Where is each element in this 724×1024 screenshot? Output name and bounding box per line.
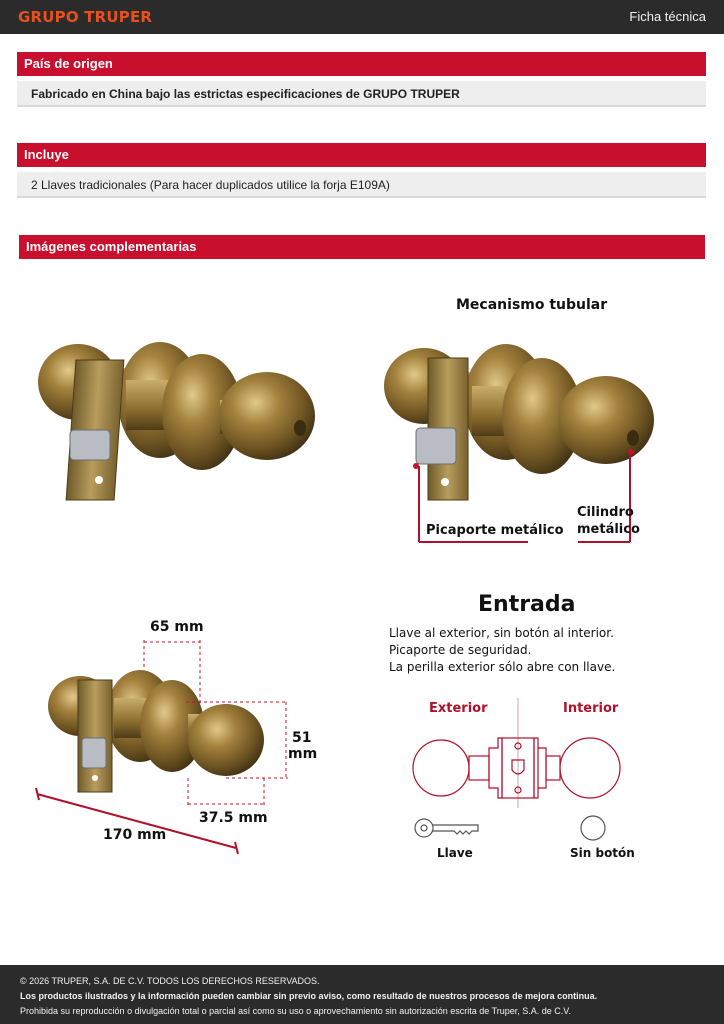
key-label: Llave (437, 846, 473, 860)
entrada-diagram (408, 698, 628, 842)
document-type: Ficha técnica (629, 9, 706, 24)
dimension-depth: 37.5 mm (199, 810, 268, 826)
brand-logo: GRUPO TRUPER (18, 8, 153, 26)
dimension-width-total: 170 mm (103, 827, 167, 843)
exterior-label: Exterior (429, 701, 488, 716)
lockset-image (30, 330, 320, 510)
entrada-line-3: La perilla exterior sólo abre con llave. (389, 660, 616, 674)
footer (0, 965, 724, 1024)
section-includes-title: Incluye (17, 143, 706, 167)
interior-label: Interior (563, 701, 619, 716)
mechanism-title: Mecanismo tubular (456, 297, 608, 313)
section-origin-title: País de origen (17, 52, 706, 76)
footer-prohibition: Prohibida su reproducción o divulgación total o parcial así como su uso o aprovechamiento sin autorización escrita de Truper, S.A. de C.V. (20, 1006, 571, 1016)
entrada-title: Entrada (478, 592, 576, 617)
section-images-title: Imágenes complementarias (19, 235, 705, 259)
dimension-height-unit: mm (288, 746, 318, 762)
dimension-backset: 65 mm (150, 619, 204, 635)
section-origin-text: Fabricado en China bajo las estrictas especificaciones de GRUPO TRUPER (17, 81, 706, 107)
top-bar (0, 0, 724, 34)
dimension-height: 51 (292, 730, 312, 746)
cylinder-label-line2: metálico (577, 522, 640, 537)
entrada-line-2: Picaporte de seguridad. (389, 643, 532, 657)
latch-label: Picaporte metálico (426, 523, 564, 538)
dimensions-image (30, 610, 330, 860)
no-button-label: Sin botón (570, 846, 635, 860)
entrada-line-1: Llave al exterior, sin botón al interior. (389, 626, 614, 640)
cylinder-label-line1: Cilindro (577, 505, 634, 520)
footer-notice: Los productos ilustrados y la información pueden cambiar sin previo aviso, como resultado de nuestros procesos de mejora continua. (20, 991, 598, 1001)
section-includes-text: 2 Llaves tradicionales (Para hacer duplicados utilice la forja E109A) (17, 172, 706, 198)
footer-copyright: © 2026 TRUPER, S.A. DE C.V. TODOS LOS DERECHOS RESERVADOS. (20, 976, 320, 986)
